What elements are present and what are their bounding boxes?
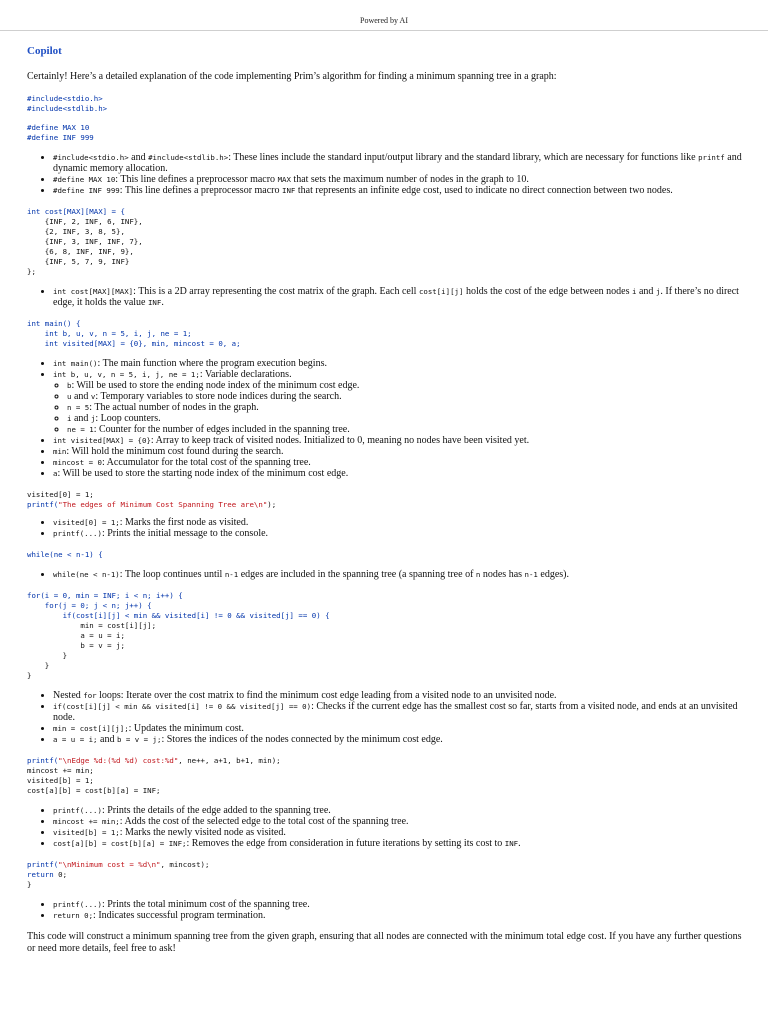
list-item: • #define INF 999: This line defines a preprocessor macro INF that represents an infinite edge cost, used to indicate no direct connection between two nodes. bbox=[53, 185, 744, 196]
inline-code: while(ne < n-1) bbox=[53, 570, 120, 579]
inline-code: if(cost[i][j] < min && visited[i] != 0 && visited[j] == 0) bbox=[53, 702, 312, 711]
code-token: , ne++, a+1, b+1, min); bbox=[178, 756, 281, 765]
inline-code: printf(...) bbox=[53, 900, 102, 909]
code-block-for bbox=[27, 591, 744, 681]
sublist-variables bbox=[53, 380, 744, 435]
code-token: }; bbox=[27, 267, 36, 276]
code-token: for(j = 0; j < n; j++) { bbox=[27, 601, 152, 610]
code-token: int visited[MAX] = {0}, min, mincost = 0, a; bbox=[27, 339, 241, 348]
list-item: • return 0;: Indicates successful program termination. bbox=[53, 910, 744, 921]
inline-code: mincost += min; bbox=[53, 817, 120, 826]
code-token: min = cost[i][j]; bbox=[27, 621, 157, 630]
inline-code: b = v = j; bbox=[116, 735, 162, 744]
code-token: {INF, 2, INF, 6, INF}, bbox=[27, 217, 143, 226]
list-item: • a = u = i; and b = v = j;: Stores the indices of the nodes connected by the minimum cost edge. bbox=[53, 734, 744, 745]
inline-code: #include<stdlib.h> bbox=[148, 153, 229, 162]
code-token: for(i = 0, min = INF; i < n; i++) { bbox=[27, 591, 183, 600]
explanation-list-cost bbox=[27, 286, 744, 308]
list-item: • printf(...): Prints the details of the edge added to the spanning tree. bbox=[53, 805, 744, 816]
inline-code: n = 5 bbox=[67, 403, 90, 412]
inline-code: visited[0] = 1; bbox=[53, 518, 120, 527]
inline-code: j bbox=[655, 287, 661, 296]
list-item: • visited[0] = 1;: Marks the first node as visited. bbox=[53, 517, 744, 528]
inline-code: printf bbox=[698, 153, 725, 162]
code-token: printf( bbox=[27, 860, 59, 869]
inline-code: i bbox=[67, 414, 72, 423]
inline-code: n-1 bbox=[524, 570, 538, 579]
inline-code: INF bbox=[282, 186, 296, 195]
code-line: #define MAX 10 bbox=[27, 123, 90, 132]
code-token: 0; bbox=[53, 870, 68, 879]
code-line: #include<stdlib.h> bbox=[27, 104, 108, 113]
inline-code: n bbox=[475, 570, 481, 579]
code-token: if(cost[i][j] < min && visited[i] != 0 && visited[j] == 0) { bbox=[27, 611, 330, 620]
code-token: cost[a][b] = cost[b][a] = INF; bbox=[27, 786, 161, 795]
list-item: • int b, u, v, n = 5, i, j, ne = 1;: Variable declarations. ◦ b: Will be used to store the ending node index of the minimum cost edge. ◦ u and v: Temporary variables to store node indices during the search. ◦ n = 5: The actual number of nodes in the graph. ◦ i and j: Loop counters. ◦ ne = 1: Counter for the number of edges included in the spanning tree. bbox=[53, 369, 744, 435]
inline-code: #include<stdio.h> bbox=[53, 153, 129, 162]
inline-code: a bbox=[53, 469, 58, 478]
code-token: } bbox=[27, 661, 50, 670]
inline-code: int main() bbox=[53, 359, 98, 368]
list-item: • #define MAX 10: This line defines a preprocessor macro MAX that sets the maximum number of nodes in the graph to 10. bbox=[53, 174, 744, 185]
list-item: • printf(...): Prints the total minimum cost of the spanning tree. bbox=[53, 899, 744, 910]
list-item: • a: Will be used to store the starting node index of the minimum cost edge. bbox=[53, 468, 744, 479]
inline-code: int visited[MAX] = {0} bbox=[53, 436, 151, 445]
inline-code: int cost[MAX][MAX] bbox=[53, 287, 134, 296]
code-token: return bbox=[27, 870, 54, 879]
inline-code: u bbox=[67, 392, 72, 401]
code-block-includes bbox=[27, 94, 744, 114]
list-item: • int visited[MAX] = {0}: Array to keep track of visited nodes. Initialized to 0, meaning no nodes have been visited yet. bbox=[53, 435, 744, 446]
code-token: printf( bbox=[27, 756, 59, 765]
inline-code: mincost = 0 bbox=[53, 458, 102, 467]
list-item: • cost[a][b] = cost[b][a] = INF;: Removes the edge from consideration in future iterations by setting its cost to INF. bbox=[53, 838, 744, 849]
list-item: • if(cost[i][j] < min && visited[i] != 0 && visited[j] == 0): Checks if the current edge has the smallest cost so far, starts from a visited node, and ends at an unvisited node. bbox=[53, 701, 744, 723]
explanation-list-for bbox=[27, 690, 744, 745]
explanation-list-end bbox=[27, 899, 744, 921]
code-token: visited[b] = 1; bbox=[27, 776, 94, 785]
inline-code: int b, u, v, n = 5, i, j, ne = 1; bbox=[53, 370, 200, 379]
inline-code: visited[b] = 1; bbox=[53, 828, 120, 837]
code-token: {INF, 3, INF, INF, 7}, bbox=[27, 237, 143, 246]
explanation-list-includes bbox=[27, 152, 744, 196]
inline-code: #define MAX 10 bbox=[53, 175, 116, 184]
code-token: mincost += min; bbox=[27, 766, 94, 775]
inline-code: printf(...) bbox=[53, 806, 102, 815]
code-token: a = u = i; bbox=[27, 631, 125, 640]
list-item: • int cost[MAX][MAX]: This is a 2D array representing the cost matrix of the graph. Each cell cost[i][j] holds the cost of the edge between nodes i and j. If there’s no direct edge, it holds the value INF. bbox=[53, 286, 744, 308]
code-block-defines bbox=[27, 123, 744, 143]
code-block-edge bbox=[27, 756, 744, 796]
code-token: ); bbox=[267, 500, 277, 509]
code-token: visited[0] = 1; bbox=[27, 490, 94, 499]
inline-code: min bbox=[53, 447, 67, 456]
code-block-cost bbox=[27, 207, 744, 277]
inline-code: return 0; bbox=[53, 911, 94, 920]
list-item: • int main(): The main function where the program execution begins. bbox=[53, 358, 744, 369]
code-token: , mincost); bbox=[160, 860, 210, 869]
inline-code: printf(...) bbox=[53, 529, 102, 538]
code-token: while(ne < n-1) { bbox=[27, 550, 103, 559]
code-token: {2, INF, 3, 8, 5}, bbox=[27, 227, 125, 236]
inline-code: a = u = i; bbox=[53, 735, 98, 744]
intro-paragraph: Certainly! Here’s a detailed explanation of the code implementing Prim’s algorithm for finding a minimum spanning tree in a graph: bbox=[27, 71, 557, 82]
code-token: {INF, 5, 7, 9, INF} bbox=[27, 257, 130, 266]
code-block-main bbox=[27, 319, 744, 349]
code-line: #define INF 999 bbox=[27, 133, 94, 142]
inline-code: MAX bbox=[277, 175, 291, 184]
list-item: • mincost = 0: Accumulator for the total cost of the spanning tree. bbox=[53, 457, 744, 468]
list-item: • Nested for loops: Iterate over the cost matrix to find the minimum cost edge leading from a visited node to an unvisited node. bbox=[53, 690, 744, 701]
inline-code: b bbox=[67, 381, 72, 390]
list-item: • min: Will hold the minimum cost found during the search. bbox=[53, 446, 744, 457]
code-token: "\nEdge %d:(%d %d) cost:%d" bbox=[58, 756, 179, 765]
code-token: "\nMinimum cost = %d\n" bbox=[58, 860, 161, 869]
list-item: • while(ne < n-1): The loop continues until n-1 edges are included in the spanning tree (a spanning tree of n nodes has n-1 edges). bbox=[53, 569, 744, 580]
inline-code: cost[i][j] bbox=[418, 287, 464, 296]
sublist-item: ◦ u and v: Temporary variables to store node indices during the search. bbox=[67, 391, 744, 402]
list-item: • visited[b] = 1;: Marks the newly visited node as visited. bbox=[53, 827, 744, 838]
code-token: } bbox=[27, 651, 68, 660]
inline-code: i bbox=[632, 287, 637, 296]
inline-code: cost[a][b] = cost[b][a] = INF; bbox=[53, 839, 187, 848]
code-token: b = v = j; bbox=[27, 641, 125, 650]
code-token: int cost[MAX][MAX] = { bbox=[27, 207, 125, 216]
code-token: } bbox=[27, 671, 32, 680]
inline-code: ne = 1 bbox=[67, 425, 94, 434]
code-line: #include<stdio.h> bbox=[27, 94, 103, 103]
code-token: printf( bbox=[27, 500, 59, 509]
sublist-item: ◦ b: Will be used to store the ending node index of the minimum cost edge. bbox=[67, 380, 744, 391]
page-header: Powered by AI bbox=[0, 16, 768, 31]
list-item: • mincost += min;: Adds the cost of the selected edge to the total cost of the spanning tree. bbox=[53, 816, 744, 827]
inline-code: n-1 bbox=[224, 570, 239, 579]
explanation-list-while bbox=[27, 569, 744, 580]
code-block-visited bbox=[27, 490, 744, 510]
inline-code: for bbox=[83, 691, 97, 700]
code-token: int main() { bbox=[27, 319, 81, 328]
explanation-list-visited bbox=[27, 517, 744, 539]
inline-code: #define INF 999 bbox=[53, 186, 120, 195]
list-item: • min = cost[i][j];: Updates the minimum cost. bbox=[53, 723, 744, 734]
code-token: } bbox=[27, 880, 32, 889]
explanation-list-edge bbox=[27, 805, 744, 849]
code-block-end bbox=[27, 860, 744, 890]
code-token: int b, u, v, n = 5, i, j, ne = 1; bbox=[27, 329, 192, 338]
sublist-item: ◦ n = 5: The actual number of nodes in the graph. bbox=[67, 402, 744, 413]
sublist-item: ◦ i and j: Loop counters. bbox=[67, 413, 744, 424]
code-token: {6, 8, INF, INF, 9}, bbox=[27, 247, 134, 256]
copilot-label: Copilot bbox=[27, 45, 62, 57]
inline-code: min = cost[i][j]; bbox=[53, 724, 129, 733]
inline-code: INF bbox=[504, 839, 519, 848]
inline-code: INF bbox=[147, 298, 162, 307]
inline-code: j bbox=[90, 414, 96, 423]
outro-paragraph: This code will construct a minimum spanning tree from the given graph, ensuring that all nodes are connected with the minimum total edge cost. If you have any further questions or need more details, feel free to ask! bbox=[27, 931, 742, 954]
list-item: • #include<stdio.h> and #include<stdlib.h>: These lines include the standard input/output library and the standard library, which are necessary for functions like printf and dynamic memory allocation. bbox=[53, 152, 744, 174]
explanation-list-main bbox=[27, 358, 744, 479]
sublist-item: ◦ ne = 1: Counter for the number of edges included in the spanning tree. bbox=[67, 424, 744, 435]
list-item: • printf(...): Prints the initial message to the console. bbox=[53, 528, 744, 539]
code-token: "The edges of Minimum Cost Spanning Tree are\n" bbox=[58, 500, 268, 509]
code-block-while bbox=[27, 550, 744, 560]
inline-code: v bbox=[90, 392, 96, 401]
